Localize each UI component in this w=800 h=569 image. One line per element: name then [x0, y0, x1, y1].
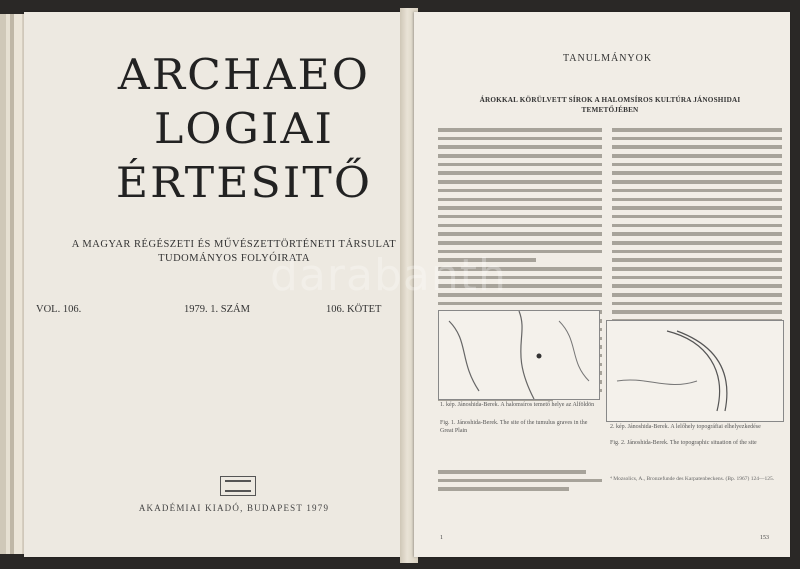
page-number-right: 153 [760, 535, 769, 541]
figure-2-caption: 2. kép. Jánoshida-Berek. A lelőhely topográfiai elhelyezkedése [610, 424, 761, 430]
cover-title-line-3: ÉRTESITŐ [115, 158, 373, 207]
footnote: ⁴ Mozsolics, A., Bronzefunde des Karpatenbeckens. (Bp. 1967) 124—125. [610, 476, 775, 482]
map-great-plain [438, 310, 600, 400]
running-head: TANULMÁNYOK [563, 53, 653, 64]
article-title [440, 96, 780, 115]
figure-2-caption-en: Fig. 2. Jánoshida-Berek. The topographic situation of the site [610, 440, 757, 446]
cover-title-line-2: LOGIAI [154, 104, 334, 153]
watermark: darabanth [270, 250, 507, 301]
volume-number: 106. KÖTET [326, 304, 382, 315]
article-title-line-1: ÁROKKAL KÖRÜLVETT SÍROK A HALOMSÍROS KULTÚRA JÁNOSHIDAI [479, 96, 741, 104]
figure-1-caption: 1. kép. Jánoshida-Berek. A halomsíros temető helye az Alföldön [440, 402, 595, 408]
cover-subtitle-line-2: TUDOMÁNYOS FOLYÓIRATA [158, 253, 310, 264]
cover-subtitle-line-1: A MAGYAR RÉGÉSZETI ÉS MŰVÉSZETTÖRTÉNETI TÁRSULAT [71, 239, 397, 250]
article-title-line-2: TEMETŐJÉBEN [581, 105, 639, 114]
volume-label: VOL. 106. [36, 304, 82, 315]
publisher-logo [220, 476, 256, 496]
page-number-left: 1 [440, 535, 443, 541]
figure-1-caption-en: Fig. 1. Jánoshida-Berek. The site of the tumulus graves in the Great Plain [440, 420, 588, 434]
issue-label: 1979. 1. SZÁM [184, 304, 250, 315]
footnote-left [438, 470, 602, 496]
publisher-imprint: AKADÉMIAI KIADÓ, BUDAPEST 1979 [138, 503, 330, 513]
map-site-topography [606, 320, 784, 422]
cover-title-line-1: ARCHAEO [117, 50, 371, 99]
